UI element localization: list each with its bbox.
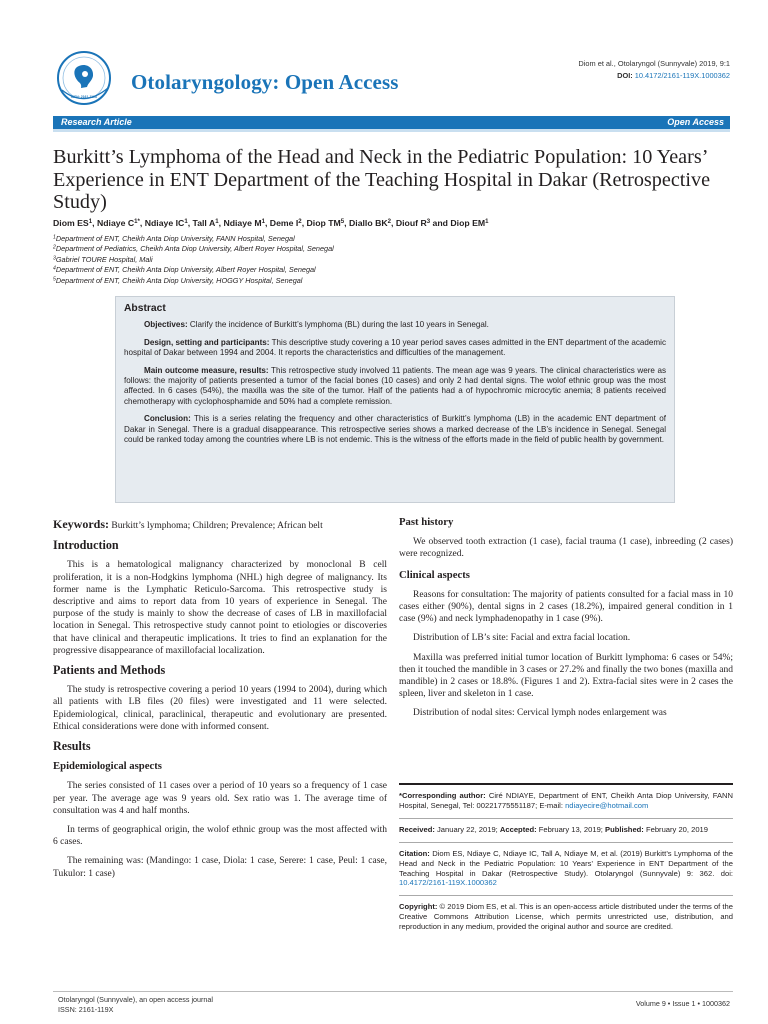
paragraph: Reasons for consultation: The majority of patients consulted for a facial mass in 10 cases either (90%), dental signs in 2 cases (18.2%), impaired general condition in 1 case (9%) and neck lymphadenopathy in 1 case (9%).: [399, 589, 733, 625]
footnote-box: [399, 783, 733, 939]
abstract-design: Design, setting and participants: This descriptive study covering a 10 year period saves cases admitted in the ENT department of the academic hospital of Dakar between 1994 and 2004. It reports the characteristics and difficulties of the management.: [124, 337, 666, 358]
footer-journal: [58, 995, 213, 1015]
author: Ndiaye $IC^1$: [144, 217, 188, 228]
doi-link[interactable]: 10.4172/2161-119X.1000362: [634, 71, 730, 80]
divider: [399, 842, 733, 843]
paragraph: The study is retrospective covering a period 10 years (1994 to 2004), during which all patients with LB files (20 files) were investigated and 11 were selected. Epidemiological, clinical, paraclinical, therapeutic and evolutionary are presented. Ethical considerations were done with informed consent.: [53, 685, 387, 732]
citation-doi-link[interactable]: 10.4172/2161-119X.1000362: [399, 878, 497, 888]
keywords-label: Keywords:: [53, 517, 109, 531]
author: Diom $ES^1$: [53, 217, 93, 228]
footer-issn: ISSN: 2161-119X: [58, 1005, 114, 1014]
header-doi: [578, 70, 730, 82]
right-column: [399, 514, 733, 727]
paragraph: Distribution of LB’s site: Facial and extra facial location.: [413, 633, 631, 644]
paragraph: Distribution of nodal sites: Cervical lymph nodes enlargement was: [413, 708, 667, 719]
open-access-label: Open Access: [667, 117, 724, 127]
subheading-clinical-aspects: Clinical aspects: [399, 568, 470, 581]
corresponding-author: *Corresponding author: Ciré NDIAYE, Department of ENT, Cheikh Anta Diop University, FANN Hospital, Senegal, Tel: 00221775551187; E-mail: ndiayecire@hotmail.com: [399, 791, 733, 810]
header-citation: [578, 58, 730, 82]
abstract-box: [115, 296, 675, 503]
article-type-bar: [53, 116, 730, 129]
footer-rule: [53, 991, 733, 992]
footer-journal-line: Otolaryngol (Sunnyvale), an open access journal: [58, 995, 214, 1004]
keywords-text: Burkitt’s lymphoma; Children; Prevalence; African belt: [109, 521, 323, 531]
author: Ndiaye $M^1$: [223, 217, 265, 228]
section-heading-introduction: Introduction: [53, 538, 119, 553]
author: Ndiaye $C^{1*}$: [96, 217, 140, 228]
section-heading-results: Results: [53, 739, 91, 754]
divider: [399, 818, 733, 819]
citation-text: Diom et al., Otolaryngol (Sunnyvale) 2019, 9:1: [578, 59, 730, 68]
author: Tall $A^1$: [192, 217, 219, 228]
subheading-epidemiological: Epidemiological aspects: [53, 760, 162, 773]
abstract-results: Main outcome measure, results: This retrospective study involved 11 patients. The mean age was 9 years. The clinical characteristics were as follows: the majority of patients presented a tumor of the facial bones (10 cases) and only 2 had dental signs. The wolof ethnic group was the most affected. In 6 cases (54%), the maxilla was the site of the tumor. Half of the patients had a of hypochromic microcytic anemia; 8 patients received chemotherapy with cyclophosphamide and 50% had a complete remission.: [124, 365, 666, 406]
section-heading-methods: Patients and Methods: [53, 663, 166, 678]
author: Deme $I^2$: [269, 217, 302, 228]
affiliation: $^5$Department of ENT, Cheikh Anta Diop University, HOGGY Hospital, Senegal: [53, 275, 303, 285]
author: Diop $TM^5$: [306, 217, 345, 228]
paragraph: The remaining was: (Mandingo: 1 case, Diola: 1 case, Serere: 1 case, Peul: 1 case, Tukulor: 1 case): [53, 856, 387, 879]
paragraph: We observed tooth extraction (1 case), facial trauma (1 case), inbreeding (2 cases) were recognized.: [399, 537, 733, 560]
paragraph: This is a hematological malignancy characterized by monoclonal B cell proliferation, it is a non-Hodgkins lymphoma (NHL) high degree of malignancy. Its former name is the Lymphatic Reticulo-Sarcoma. This retrospective study is descriptive and aims to report data from 10 years of experience in Senegal. The purpose of the study is mainly to show the decrease of cases of LB in maxillofacial location in Senegal. This retrospective study cannot point to etiologies or discoveries that have clinical and therapeutic implications. It tries to find an explanation for the progressive disappearance of maxillofacial localization.: [53, 560, 387, 656]
affiliation: $^3$Gabriel TOURE Hospital, Mali: [53, 254, 153, 264]
author: Diallo $BK^2$: [349, 217, 392, 228]
citation-note: Citation: Diom ES, Ndiaye C, Ndiaye IC, Tall A, Ndiaye M, et al. (2019) Burkitt’s Lymphoma of the Head and Neck in the Pediatric Population: 10 Years’ Experience in ENT Department of the Teaching Hospital in Dakar (Retrospective Study). Otolaryngol (Sunnyvale) 9: 362. doi: 10.4172/2161-119X.1000362: [399, 848, 733, 888]
journal-logo: [50, 50, 128, 106]
email-link[interactable]: ndiayecire@hotmail.com: [565, 800, 649, 810]
affiliation: $^4$Department of ENT, Cheikh Anta Diop University, Albert Royer Hospital, Senegal: [53, 265, 316, 275]
abstract-objectives: Objectives: Clarify the incidence of Burkitt’s lymphoma (BL) during the last 10 years in Senegal.: [144, 320, 489, 330]
paragraph: The series consisted of 11 cases over a period of 10 years so a frequency of 1 case per year. The average age was 9 years old. Sex ratio was 1. The average time of consultation was 4 and half months.: [53, 781, 387, 816]
affiliation: $^1$Department of ENT, Cheikh Anta Diop University, FANN Hospital, Senegal: [53, 234, 295, 243]
section-label: Research Article: [61, 117, 132, 127]
divider: [399, 895, 733, 896]
paper-title: Burkitt’s Lymphoma of the Head and Neck in the Pediatric Population: 10 Years’ Experience in ENT Department of the Teaching Hospital in Dakar (Retrospective Study): [53, 146, 711, 213]
affiliation: $^2$Department of Pediatrics, Cheikh Anta Diop University, Albert Royer Hospital, Senegal: [53, 244, 334, 254]
paragraph: Maxilla was preferred initial tumor location of Burkitt lymphoma: 6 cases or 54%; then it touched the mandible in 3 cases or 27.2% and finally the two bones (maxilla and mandible) in 2 cases or 18.8%. (Figures 1 and 2). Extra-facial sites were in 2 cases the spleen, liver and skeleton in 1 case.: [399, 652, 733, 700]
paragraph: In terms of geographical origin, the wolof ethnic group was the most affected with 6 cases.: [53, 825, 387, 848]
abstract-heading: Abstract: [124, 303, 166, 314]
doi-label: DOI:: [617, 71, 633, 80]
author: Diouf $R^3$: [395, 217, 431, 228]
dates: Received: January 22, 2019; Accepted: February 13, 2019; Published: February 20, 2019: [399, 824, 709, 834]
footer-volume: Volume 9 • Issue 1 • 1000362: [635, 999, 730, 1008]
copyright-note: Copyright: © 2019 Diom ES, et al. This is an open-access article distributed under the terms of the Creative Commons Attribution License, which permits unrestricted use, distribution, and reproduction in any medium, provided the original author and source are credited.: [399, 902, 733, 932]
abstract-conclusion: Conclusion: This is a series relating the frequency and other characteristics of Burkitt’s lymphoma (LB) in the academic ENT department of Dakar in Senegal. There is a gradual disappearance. This retrospective series shows a marked decrease of the LB’s incidence in Senegal. Senegal could be ranked today among the countries where LB is not endemic. This is the witness of the efforts made in the field of public health by government.: [124, 414, 666, 445]
left-column: [53, 514, 387, 887]
keywords: [53, 518, 387, 532]
journal-title: Otolaryngology: Open Access: [131, 70, 399, 94]
author-list: Diom $ES^1$, Ndiaye $C^{1*}$, Ndiaye $IC^1$, Tall $A^1$, Ndiaye $M^1$, Deme $I^2$, Diop $TM^5$, Diallo $BK^2$, Diouf $R^3$ and Diop $EM^1$: [53, 217, 489, 228]
affiliations: [53, 234, 653, 286]
subheading-past-history: Past history: [399, 516, 454, 528]
bar-divider: [53, 129, 730, 132]
author: Diop $EM^1$: [450, 217, 489, 228]
logo-issn: ISSN: 2161-119X: [70, 95, 98, 99]
